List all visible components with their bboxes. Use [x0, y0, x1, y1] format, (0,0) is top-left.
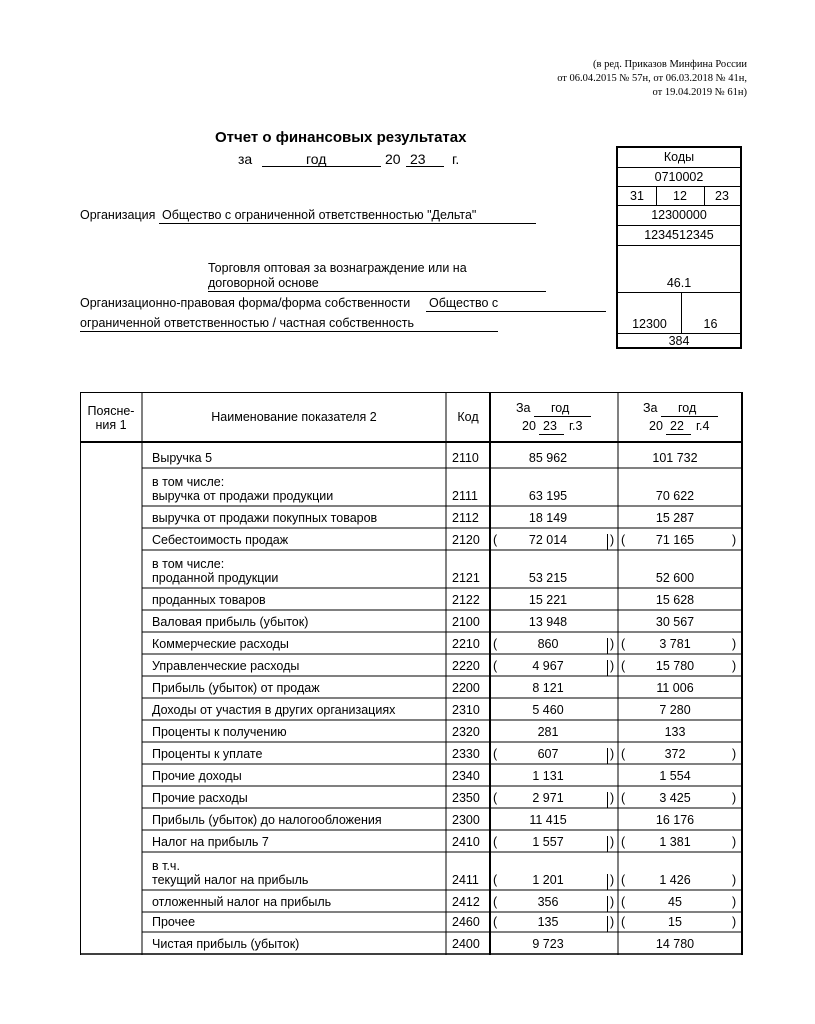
row-value-previous: 16 176	[655, 813, 695, 827]
edition-line: от 19.04.2019 № 61н)	[652, 87, 747, 98]
paren-open: (	[621, 533, 626, 547]
row-code: 2340	[452, 769, 480, 783]
code-year: 23	[715, 189, 729, 203]
paren-close: )	[732, 915, 737, 929]
code-okpo: 12300000	[651, 208, 707, 222]
row-name: проданной продукции	[152, 571, 279, 585]
code-okfs: 16	[703, 317, 718, 331]
row-code: 2300	[452, 813, 480, 827]
row-value-previous: 71 165	[655, 533, 695, 547]
paren-close: )	[732, 637, 737, 651]
codes-box	[616, 146, 742, 349]
org-value: Общество с ограниченной ответственностью "Дельта"	[162, 208, 477, 222]
row-code: 2330	[452, 747, 480, 761]
activity-line1: Торговля оптовая за вознаграждение или на	[208, 261, 467, 275]
activity-line2: договорной основе	[208, 276, 319, 290]
row-name: Управленческие расходы	[152, 659, 300, 673]
paren-close: )	[610, 915, 615, 929]
paren-open: (	[493, 835, 498, 849]
row-value-previous: 133	[664, 725, 686, 739]
page-title: Отчет о финансовых результатах	[215, 129, 467, 146]
paren-sep	[607, 896, 608, 912]
table-row	[80, 550, 743, 588]
row-value-current: 8 121	[532, 681, 564, 695]
table-row	[80, 528, 743, 550]
table-row	[80, 676, 743, 698]
table-row	[80, 442, 743, 468]
row-code: 2122	[452, 593, 480, 607]
edition-line: (в ред. Приказов Минфина России	[593, 59, 747, 70]
table-row	[80, 698, 743, 720]
period-za: за	[238, 151, 253, 167]
row-name: Проценты к получению	[152, 725, 287, 739]
row-value-current: 860	[537, 637, 559, 651]
row-value-previous: 15 287	[655, 511, 695, 525]
row-value-previous: 1 554	[659, 769, 691, 783]
period-god: год	[306, 151, 327, 167]
paren-open: (	[621, 659, 626, 673]
row-name: Прочие доходы	[152, 769, 242, 783]
row-name: Себестоимость продаж	[152, 533, 289, 547]
header-c2-g: г.4	[696, 419, 710, 433]
row-value-current: 1 131	[532, 769, 564, 783]
org-label: Организация	[80, 208, 156, 222]
header-c1-20: 20	[522, 419, 536, 433]
row-value-current: 18 149	[528, 511, 568, 525]
edition-note	[447, 58, 747, 100]
row-value-current: 2 971	[532, 791, 564, 805]
row-value-previous: 14 780	[655, 937, 695, 951]
paren-close: )	[610, 747, 615, 761]
paren-open: (	[493, 637, 498, 651]
row-code: 2411	[452, 873, 479, 887]
table-row	[80, 890, 743, 912]
row-code: 2460	[452, 915, 480, 929]
paren-close: )	[732, 895, 737, 909]
opf-value-2: ограниченной ответственностью / частная собственность	[80, 316, 415, 330]
row-code: 2200	[452, 681, 480, 695]
row-code: 2220	[452, 659, 480, 673]
financial-results-table	[80, 392, 743, 955]
row-code: 2410	[452, 835, 480, 849]
paren-sep	[607, 836, 608, 852]
paren-close: )	[610, 895, 615, 909]
row-value-current: 13 948	[528, 615, 568, 629]
period-year: 23	[410, 151, 426, 167]
row-code: 2210	[452, 637, 480, 651]
paren-sep	[607, 534, 608, 550]
row-value-current: 53 215	[528, 571, 568, 585]
paren-close: )	[610, 533, 615, 547]
row-code: 2111	[452, 489, 478, 503]
row-value-previous: 1 426	[659, 873, 691, 887]
row-value-previous: 15	[668, 915, 682, 929]
row-name: Прочее	[152, 915, 196, 929]
header-c2-year: 22	[670, 419, 684, 433]
code-okei: 384	[668, 334, 690, 348]
row-name: Чистая прибыль (убыток)	[152, 937, 300, 951]
paren-close: )	[732, 835, 737, 849]
row-name: Выручка 5	[152, 451, 213, 465]
code-month: 12	[673, 189, 687, 203]
row-code: 2100	[452, 615, 480, 629]
activity-underline	[208, 291, 546, 292]
row-value-current: 135	[537, 915, 559, 929]
row-name: Доходы от участия в других организациях	[152, 703, 396, 717]
table-row	[80, 932, 743, 954]
paren-sep	[607, 748, 608, 764]
row-prefix: в т.ч.	[152, 859, 180, 873]
opf-underline-2	[80, 331, 498, 332]
row-value-current: 11 415	[529, 813, 567, 827]
row-value-previous: 15 780	[655, 659, 695, 673]
row-name: текущий налог на прибыль	[152, 873, 309, 887]
header-indicator: Наименование показателя 2	[211, 410, 377, 424]
paren-sep	[607, 916, 608, 932]
paren-open: (	[621, 873, 626, 887]
table-row	[80, 764, 743, 786]
row-name: выручка от продажи покупных товаров	[152, 511, 378, 525]
row-value-previous: 11 006	[656, 681, 694, 695]
row-value-current: 15 221	[528, 593, 568, 607]
opf-underline-1	[426, 311, 606, 312]
row-value-previous: 70 622	[655, 489, 695, 503]
row-name: отложенный налог на прибыль	[152, 895, 332, 909]
period-g: г.	[452, 151, 460, 167]
row-code: 2400	[452, 937, 480, 951]
header-c2-za: За	[643, 401, 658, 415]
paren-sep	[607, 660, 608, 676]
paren-open: (	[493, 873, 498, 887]
paren-close: )	[610, 835, 615, 849]
paren-sep	[607, 874, 608, 890]
table-row	[80, 632, 743, 654]
row-name: Налог на прибыль 7	[152, 835, 269, 849]
header-code: Код	[457, 410, 479, 424]
paren-open: (	[493, 791, 498, 805]
table-row	[80, 912, 743, 932]
table-row	[80, 786, 743, 808]
row-value-previous: 372	[664, 747, 686, 761]
opf-value-1: Общество с	[429, 296, 499, 310]
table-row	[80, 720, 743, 742]
row-value-current: 1 557	[532, 835, 564, 849]
row-name: выручка от продажи продукции	[152, 489, 334, 503]
period-prefix: 20	[385, 151, 401, 167]
row-value-previous: 3 781	[659, 637, 691, 651]
paren-open: (	[621, 835, 626, 849]
paren-close: )	[732, 533, 737, 547]
row-code: 2110	[452, 451, 479, 465]
org-underline	[159, 223, 536, 224]
row-code: 2350	[452, 791, 480, 805]
row-name: проданных товаров	[152, 593, 266, 607]
table-row	[80, 742, 743, 764]
code-okved: 46.1	[666, 276, 692, 290]
table-row	[80, 506, 743, 528]
row-value-previous: 101 732	[652, 451, 698, 465]
row-value-current: 281	[537, 725, 559, 739]
row-name: Прибыль (убыток) до налогообложения	[152, 813, 382, 827]
code-opf: 12300	[632, 317, 667, 331]
paren-close: )	[610, 873, 615, 887]
row-name: Валовая прибыль (убыток)	[152, 615, 309, 629]
row-name: Прочие расходы	[152, 791, 248, 805]
row-value-previous: 3 425	[659, 791, 691, 805]
row-code: 2112	[452, 511, 479, 525]
paren-open: (	[493, 915, 498, 929]
row-code: 2320	[452, 725, 480, 739]
paren-sep	[607, 792, 608, 808]
row-value-current: 607	[537, 747, 559, 761]
row-value-current: 356	[537, 895, 559, 909]
header-c2-20: 20	[649, 419, 663, 433]
code-day: 31	[630, 189, 644, 203]
header-c2-god: год	[678, 401, 697, 415]
row-value-current: 5 460	[532, 703, 564, 717]
row-value-previous: 1 381	[659, 835, 691, 849]
code-okud: 0710002	[654, 170, 704, 184]
paren-open: (	[621, 895, 626, 909]
table-row	[80, 852, 743, 890]
paren-open: (	[493, 659, 498, 673]
paren-close: )	[610, 659, 615, 673]
paren-close: )	[610, 791, 615, 805]
row-name: Прибыль (убыток) от продаж	[152, 681, 320, 695]
table-row	[80, 808, 743, 830]
paren-open: (	[621, 637, 626, 651]
paren-open: (	[493, 533, 498, 547]
row-value-current: 72 014	[528, 533, 568, 547]
table-row	[80, 654, 743, 676]
paren-close: )	[732, 873, 737, 887]
codes-header: Коды	[663, 150, 695, 164]
edition-line: от 06.04.2015 № 57н, от 06.03.2018 № 41н,	[557, 73, 747, 84]
row-value-previous: 15 628	[655, 593, 695, 607]
header-c1-g: г.3	[569, 419, 583, 433]
table-row	[80, 468, 743, 506]
code-inn: 1234512345	[644, 228, 714, 242]
header-c1-year: 23	[543, 419, 557, 433]
row-code: 2120	[452, 533, 480, 547]
row-value-current: 4 967	[532, 659, 564, 673]
row-code: 2412	[452, 895, 480, 909]
row-name: Проценты к уплате	[152, 747, 263, 761]
row-code: 2121	[452, 571, 480, 585]
header-c1-god: год	[551, 401, 570, 415]
row-prefix: в том числе:	[152, 475, 225, 489]
paren-sep	[607, 638, 608, 654]
paren-close: )	[732, 747, 737, 761]
table-row	[80, 588, 743, 610]
row-value-previous: 7 280	[659, 703, 691, 717]
paren-close: )	[610, 637, 615, 651]
table-row	[80, 610, 743, 632]
paren-open: (	[493, 895, 498, 909]
opf-label: Организационно-правовая форма/форма собственности	[80, 296, 411, 310]
row-value-current: 1 201	[532, 873, 564, 887]
header-c1-za: За	[516, 401, 531, 415]
row-prefix: в том числе:	[152, 557, 225, 571]
paren-open: (	[493, 747, 498, 761]
row-value-current: 63 195	[528, 489, 568, 503]
paren-open: (	[621, 915, 626, 929]
table-row	[80, 830, 743, 852]
row-value-previous: 45	[668, 895, 682, 909]
paren-open: (	[621, 791, 626, 805]
paren-open: (	[621, 747, 626, 761]
row-value-previous: 52 600	[655, 571, 695, 585]
row-value-previous: 30 567	[655, 615, 695, 629]
paren-close: )	[732, 659, 737, 673]
row-value-current: 85 962	[528, 451, 568, 465]
row-value-current: 9 723	[532, 937, 564, 951]
paren-close: )	[732, 791, 737, 805]
row-code: 2310	[452, 703, 480, 717]
header-notes: Поясне- ния 1	[87, 404, 135, 432]
row-name: Коммерческие расходы	[152, 637, 289, 651]
